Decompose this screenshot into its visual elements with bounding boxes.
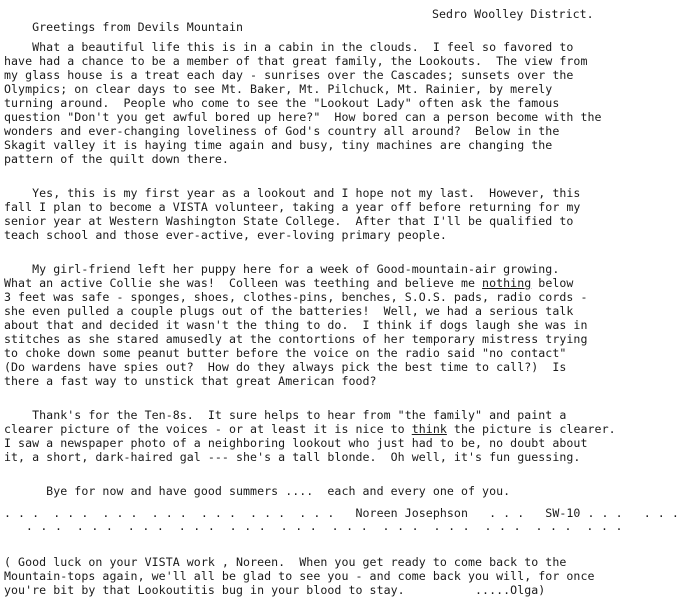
- text-line: Yes, this is my first year as a lookout and I hope not my last. However, this: [4, 186, 581, 200]
- text-line: teach school and those ever-active, ever-loving primary people.: [4, 228, 447, 242]
- district-heading: Sedro Woolley District.: [432, 7, 594, 21]
- text-line: question "Don't you get awful bored up here?" How bored can a person become with the: [4, 110, 602, 124]
- text-line: pattern of the quilt down there.: [4, 152, 229, 166]
- text-line: to choke down some peanut butter before the voice on the radio said "no contact": [4, 346, 567, 360]
- text-line: Skagit valley it is haying time again and busy, tiny machines are changing the: [4, 138, 553, 152]
- text-line: 3 feet was safe - sponges, shoes, clothes-pins, benches, S.O.S. pads, radio cords -: [4, 290, 588, 304]
- text-line: Olympics; on clear days to see Mt. Baker, Mt. Pilchuck, Mt. Rainier, by merely: [4, 82, 553, 96]
- text-line: it, a short, dark-haired gal --- she's a tall blonde. Oh well, it's fun guessing.: [4, 450, 581, 464]
- text-line: have had a chance to be a member of that great family, the Lookouts. The view from: [4, 54, 588, 68]
- text-line: [4, 423, 680, 436]
- text-run: the picture is clearer.: [446, 422, 616, 436]
- text-line: What a beautiful life this is in a cabin in the clouds. I feel so favored to: [4, 40, 574, 54]
- text-run: What an active Collie she was! Colleen was teething and believe me: [4, 276, 483, 290]
- text-line: senior year at Western Washington State College. After that I'll be qualified to: [4, 214, 574, 228]
- text-line: I saw a newspaper photo of a neighboring lookout who just had to be, no doubt about: [4, 436, 588, 450]
- underlined-word: think: [411, 422, 447, 436]
- text-line: my glass house is a treat each day - sunrises over the Cascades; sunsets over the: [4, 68, 574, 82]
- text-line: ( Good luck on your VISTA work , Noreen. When you get ready to come back to the: [4, 555, 567, 569]
- text-line: you're bit by that Lookoutitis bug in your blood to stay. .....Olga): [4, 583, 546, 597]
- text-line: turning around. People who come to see the "Lookout Lady" often ask the famous: [4, 96, 560, 110]
- text-run: clearer picture of the voices - or at least it is nice to: [4, 422, 412, 436]
- text-line: she even pulled a couple plugs out of the batteries! Well, we had a serious talk: [4, 304, 574, 318]
- text-line: (Do wardens have spies out? How do they always pick the best time to call?) Is: [4, 360, 567, 374]
- dotted-divider: . . . . . . . . . . . . . . . . . . . . . . . . . . . . . . . . . . . .: [4, 519, 623, 533]
- text-run: below: [531, 276, 574, 290]
- text-line: stitches as she stared amusedly at the contortions of her temporary mistress trying: [4, 332, 588, 346]
- text-line: about that and decided it wasn't the thing to do. I think if dogs laugh she was in: [4, 318, 588, 332]
- signature-line: . . . . . . . . . . . . . . . . . . . . . Noreen Josephson . . . SW-10 . . . . . .: [4, 506, 679, 520]
- greeting-heading: Greetings from Devils Mountain: [32, 20, 244, 34]
- text-line: Mountain-tops again, we'll all be glad to see you - and come back you will, for once: [4, 569, 595, 583]
- header: [4, 7, 680, 34]
- text-line: [4, 277, 680, 290]
- closing-line: Bye for now and have good summers .... each and every one of you.: [4, 484, 511, 498]
- text-line: Thank's for the Ten-8s. It sure helps to hear from "the family" and paint a: [4, 408, 567, 422]
- text-line: there a fast way to unstick that great American food?: [4, 374, 377, 388]
- underlined-word: nothing: [482, 276, 532, 290]
- text-line: My girl-friend left her puppy here for a week of Good-mountain-air growing.: [4, 262, 560, 276]
- text-line: wonders and ever-changing loveliness of God's country all around? Below in the: [4, 124, 560, 138]
- text-line: fall I plan to become a VISTA volunteer, taking a year off before returning for my: [4, 200, 581, 214]
